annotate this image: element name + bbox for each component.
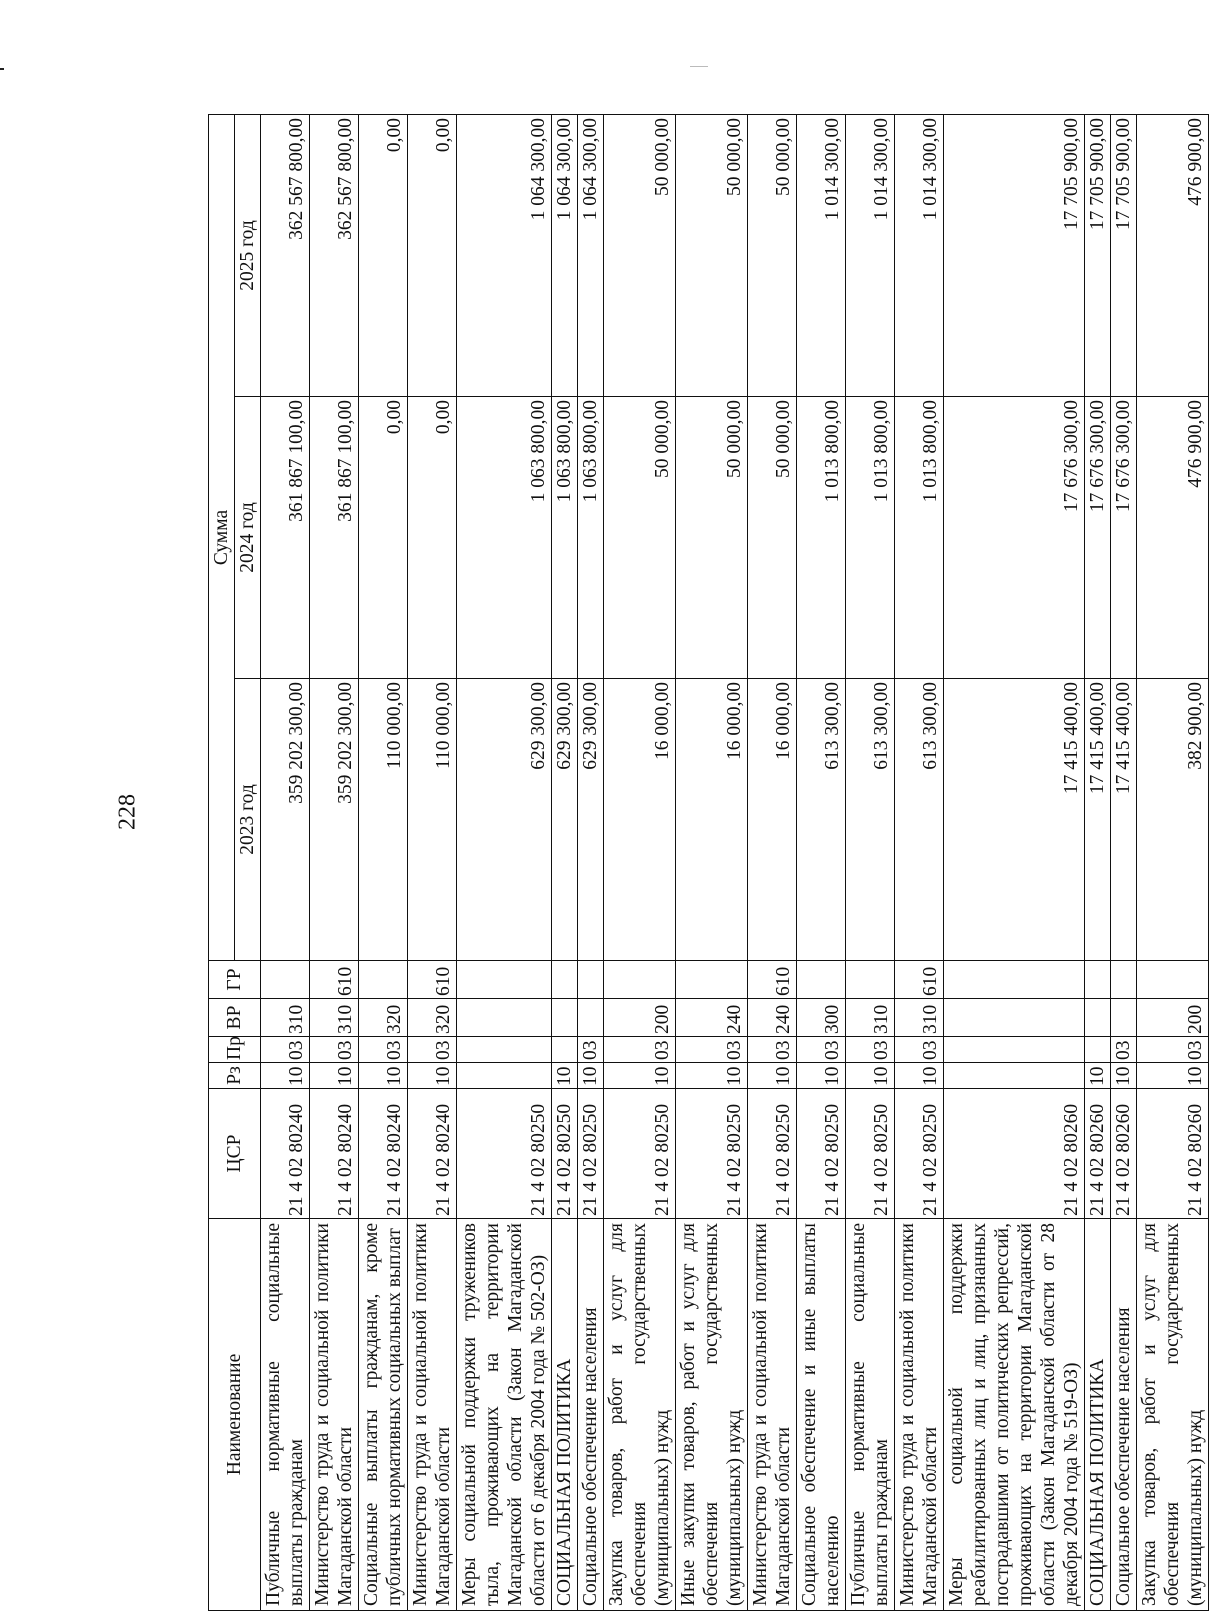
cell-gr: 610 bbox=[895, 961, 944, 999]
cell-csr: 21 4 02 80250 bbox=[895, 1089, 944, 1219]
cell-rz: 10 bbox=[552, 1063, 578, 1089]
cell-gr bbox=[676, 961, 748, 999]
cell-name: Иные закупки товаров, работ и услуг для обеспечения государственных (муниципальных) нужд bbox=[676, 1219, 748, 1611]
table-row bbox=[578, 115, 604, 1611]
header-rz: Рз bbox=[209, 1063, 261, 1089]
cell-2024: 476 900,00 bbox=[1137, 397, 1209, 679]
cell-csr: 21 4 02 80260 bbox=[1137, 1089, 1209, 1219]
cell-vr: 320 bbox=[408, 999, 457, 1037]
budget-table bbox=[208, 114, 1209, 1611]
cell-csr: 21 4 02 80240 bbox=[310, 1089, 359, 1219]
cell-vr: 310 bbox=[261, 999, 310, 1037]
cell-rz: 10 bbox=[261, 1063, 310, 1089]
cell-2025: 17 705 900,00 bbox=[944, 115, 1085, 397]
cell-pr: 03 bbox=[261, 1037, 310, 1063]
header-2023: 2023 год bbox=[235, 679, 261, 961]
cell-pr bbox=[1085, 1037, 1111, 1063]
cell-2025: 17 705 900,00 bbox=[1111, 115, 1137, 397]
table-row bbox=[676, 115, 748, 1611]
header-2024: 2024 год bbox=[235, 397, 261, 679]
cell-2024: 1 063 800,00 bbox=[552, 397, 578, 679]
header-name: Наименование bbox=[209, 1219, 261, 1611]
cell-2023: 359 202 300,00 bbox=[310, 679, 359, 961]
header-sum: Сумма bbox=[209, 115, 235, 961]
scan-edge-mark bbox=[0, 68, 4, 70]
table-row bbox=[261, 115, 310, 1611]
cell-2024: 50 000,00 bbox=[604, 397, 676, 679]
table-row bbox=[359, 115, 408, 1611]
cell-2023: 613 300,00 bbox=[846, 679, 895, 961]
cell-name: Социальное обеспечение населения bbox=[1111, 1219, 1137, 1611]
table-row bbox=[797, 115, 846, 1611]
cell-vr bbox=[1111, 999, 1137, 1037]
cell-pr: 03 bbox=[1111, 1037, 1137, 1063]
cell-rz: 10 bbox=[359, 1063, 408, 1089]
cell-csr: 21 4 02 80250 bbox=[797, 1089, 846, 1219]
cell-2023: 359 202 300,00 bbox=[261, 679, 310, 961]
cell-pr bbox=[457, 1037, 552, 1063]
cell-vr: 240 bbox=[676, 999, 748, 1037]
cell-vr: 310 bbox=[895, 999, 944, 1037]
cell-2024: 1 013 800,00 bbox=[895, 397, 944, 679]
cell-pr: 03 bbox=[676, 1037, 748, 1063]
cell-2025: 50 000,00 bbox=[748, 115, 797, 397]
cell-rz bbox=[944, 1063, 1085, 1089]
cell-2025: 1 064 300,00 bbox=[578, 115, 604, 397]
cell-name: Публичные нормативные социальные выплаты гражданам bbox=[261, 1219, 310, 1611]
cell-2024: 0,00 bbox=[408, 397, 457, 679]
cell-pr: 03 bbox=[310, 1037, 359, 1063]
cell-vr bbox=[552, 999, 578, 1037]
cell-rz: 10 bbox=[748, 1063, 797, 1089]
cell-name: СОЦИАЛЬНАЯ ПОЛИТИКА bbox=[1085, 1219, 1111, 1611]
cell-2025: 1 064 300,00 bbox=[457, 115, 552, 397]
cell-gr: 610 bbox=[408, 961, 457, 999]
cell-pr: 03 bbox=[748, 1037, 797, 1063]
cell-pr: 03 bbox=[1137, 1037, 1209, 1063]
cell-2023: 382 900,00 bbox=[1137, 679, 1209, 961]
cell-gr bbox=[604, 961, 676, 999]
cell-2023: 17 415 400,00 bbox=[1111, 679, 1137, 961]
cell-2023: 17 415 400,00 bbox=[944, 679, 1085, 961]
cell-name: Меры социальной поддержки тружеников тыла, проживающих на территории Магаданской области (Закон Магаданской области от 6 декабря 2004 года № 502-ОЗ) bbox=[457, 1219, 552, 1611]
table-row bbox=[944, 115, 1085, 1611]
cell-rz: 10 bbox=[1137, 1063, 1209, 1089]
cell-rz: 10 bbox=[797, 1063, 846, 1089]
cell-vr bbox=[1085, 999, 1111, 1037]
cell-2023: 110 000,00 bbox=[408, 679, 457, 961]
cell-2024: 361 867 100,00 bbox=[310, 397, 359, 679]
table-row bbox=[748, 115, 797, 1611]
cell-gr bbox=[578, 961, 604, 999]
cell-gr bbox=[552, 961, 578, 999]
cell-csr: 21 4 02 80250 bbox=[604, 1089, 676, 1219]
table-row bbox=[310, 115, 359, 1611]
cell-2024: 1 013 800,00 bbox=[797, 397, 846, 679]
cell-csr: 21 4 02 80260 bbox=[944, 1089, 1085, 1219]
cell-rz: 10 bbox=[676, 1063, 748, 1089]
cell-name: Министерство труда и социальной политики Магаданской области bbox=[408, 1219, 457, 1611]
table-row bbox=[846, 115, 895, 1611]
table-row bbox=[457, 115, 552, 1611]
cell-csr: 21 4 02 80260 bbox=[1111, 1089, 1137, 1219]
cell-csr: 21 4 02 80250 bbox=[676, 1089, 748, 1219]
cell-2023: 613 300,00 bbox=[797, 679, 846, 961]
cell-2025: 50 000,00 bbox=[676, 115, 748, 397]
cell-name: Социальное обеспечение и иные выплаты населению bbox=[797, 1219, 846, 1611]
cell-2025: 476 900,00 bbox=[1137, 115, 1209, 397]
cell-vr: 310 bbox=[310, 999, 359, 1037]
table-row bbox=[552, 115, 578, 1611]
cell-gr bbox=[846, 961, 895, 999]
cell-gr bbox=[797, 961, 846, 999]
cell-csr: 21 4 02 80250 bbox=[748, 1089, 797, 1219]
cell-name: СОЦИАЛЬНАЯ ПОЛИТИКА bbox=[552, 1219, 578, 1611]
header-csr: ЦСР bbox=[209, 1089, 261, 1219]
header-2025: 2025 год bbox=[235, 115, 261, 397]
cell-pr: 03 bbox=[359, 1037, 408, 1063]
cell-rz: 10 bbox=[578, 1063, 604, 1089]
cell-gr bbox=[359, 961, 408, 999]
cell-2024: 1 013 800,00 bbox=[846, 397, 895, 679]
header-gr: ГР bbox=[209, 961, 261, 999]
cell-2025: 1 064 300,00 bbox=[552, 115, 578, 397]
cell-rz: 10 bbox=[846, 1063, 895, 1089]
cell-rz: 10 bbox=[604, 1063, 676, 1089]
cell-pr: 03 bbox=[797, 1037, 846, 1063]
cell-vr: 310 bbox=[846, 999, 895, 1037]
cell-vr: 300 bbox=[797, 999, 846, 1037]
cell-2023: 16 000,00 bbox=[676, 679, 748, 961]
table-header-row bbox=[209, 115, 235, 1611]
cell-vr: 320 bbox=[359, 999, 408, 1037]
cell-2025: 1 014 300,00 bbox=[895, 115, 944, 397]
cell-csr: 21 4 02 80250 bbox=[552, 1089, 578, 1219]
cell-pr bbox=[552, 1037, 578, 1063]
table-row bbox=[1085, 115, 1111, 1611]
cell-2023: 16 000,00 bbox=[748, 679, 797, 961]
page-number: 228 bbox=[114, 794, 141, 830]
table-row bbox=[408, 115, 457, 1611]
table-body bbox=[261, 115, 1209, 1611]
cell-rz: 10 bbox=[1085, 1063, 1111, 1089]
cell-gr: 610 bbox=[310, 961, 359, 999]
cell-vr: 200 bbox=[1137, 999, 1209, 1037]
cell-vr bbox=[457, 999, 552, 1037]
cell-name: Социальное обеспечение населения bbox=[578, 1219, 604, 1611]
cell-2024: 50 000,00 bbox=[676, 397, 748, 679]
cell-2025: 1 014 300,00 bbox=[846, 115, 895, 397]
cell-name: Социальные выплаты гражданам, кроме публичных нормативных социальных выплат bbox=[359, 1219, 408, 1611]
cell-name: Закупка товаров, работ и услуг для обеспечения государственных (муниципальных) нужд bbox=[1137, 1219, 1209, 1611]
cell-csr: 21 4 02 80250 bbox=[457, 1089, 552, 1219]
cell-2025: 0,00 bbox=[408, 115, 457, 397]
cell-gr bbox=[1111, 961, 1137, 999]
cell-2024: 17 676 300,00 bbox=[1111, 397, 1137, 679]
cell-2023: 16 000,00 bbox=[604, 679, 676, 961]
cell-2023: 629 300,00 bbox=[457, 679, 552, 961]
cell-name: Закупка товаров, работ и услуг для обеспечения государственных (муниципальных) нужд bbox=[604, 1219, 676, 1611]
cell-csr: 21 4 02 80240 bbox=[408, 1089, 457, 1219]
cell-2024: 50 000,00 bbox=[748, 397, 797, 679]
cell-gr bbox=[1137, 961, 1209, 999]
cell-pr bbox=[944, 1037, 1085, 1063]
cell-gr bbox=[1085, 961, 1111, 999]
cell-vr bbox=[944, 999, 1085, 1037]
cell-pr: 03 bbox=[408, 1037, 457, 1063]
table-row bbox=[895, 115, 944, 1611]
cell-rz: 10 bbox=[408, 1063, 457, 1089]
cell-2025: 362 567 800,00 bbox=[310, 115, 359, 397]
cell-2025: 0,00 bbox=[359, 115, 408, 397]
cell-2023: 629 300,00 bbox=[552, 679, 578, 961]
cell-name: Министерство труда и социальной политики Магаданской области bbox=[895, 1219, 944, 1611]
cell-csr: 21 4 02 80240 bbox=[261, 1089, 310, 1219]
cell-vr: 240 bbox=[748, 999, 797, 1037]
table-row bbox=[1111, 115, 1137, 1611]
cell-vr bbox=[578, 999, 604, 1037]
cell-2025: 362 567 800,00 bbox=[261, 115, 310, 397]
cell-csr: 21 4 02 80250 bbox=[846, 1089, 895, 1219]
cell-2024: 17 676 300,00 bbox=[944, 397, 1085, 679]
header-pr: Пр bbox=[209, 1037, 261, 1063]
scan-speck bbox=[690, 66, 708, 67]
table-row bbox=[1137, 115, 1209, 1611]
cell-rz: 10 bbox=[895, 1063, 944, 1089]
cell-name: Публичные нормативные социальные выплаты гражданам bbox=[846, 1219, 895, 1611]
cell-2025: 50 000,00 bbox=[604, 115, 676, 397]
cell-rz: 10 bbox=[1111, 1063, 1137, 1089]
cell-2025: 1 014 300,00 bbox=[797, 115, 846, 397]
table-row bbox=[604, 115, 676, 1611]
header-vr: ВР bbox=[209, 999, 261, 1037]
cell-2024: 17 676 300,00 bbox=[1085, 397, 1111, 679]
cell-pr: 03 bbox=[895, 1037, 944, 1063]
cell-vr: 200 bbox=[604, 999, 676, 1037]
cell-2024: 361 867 100,00 bbox=[261, 397, 310, 679]
cell-2023: 629 300,00 bbox=[578, 679, 604, 961]
cell-2024: 0,00 bbox=[359, 397, 408, 679]
cell-2023: 613 300,00 bbox=[895, 679, 944, 961]
cell-2023: 110 000,00 bbox=[359, 679, 408, 961]
cell-pr: 03 bbox=[604, 1037, 676, 1063]
cell-name: Министерство труда и социальной политики Магаданской области bbox=[310, 1219, 359, 1611]
cell-pr: 03 bbox=[846, 1037, 895, 1063]
cell-csr: 21 4 02 80260 bbox=[1085, 1089, 1111, 1219]
cell-2024: 1 063 800,00 bbox=[578, 397, 604, 679]
cell-2024: 1 063 800,00 bbox=[457, 397, 552, 679]
cell-name: Меры социальной поддержки реабилитированных лиц и лиц, признанных пострадавшими от политических репрессий, проживающих на территории Магаданской области (Закон Магаданской области от 28 декабря 2004 года № 519-ОЗ) bbox=[944, 1219, 1085, 1611]
cell-pr: 03 bbox=[578, 1037, 604, 1063]
cell-csr: 21 4 02 80240 bbox=[359, 1089, 408, 1219]
cell-gr bbox=[944, 961, 1085, 999]
cell-rz: 10 bbox=[310, 1063, 359, 1089]
cell-2025: 17 705 900,00 bbox=[1085, 115, 1111, 397]
cell-2023: 17 415 400,00 bbox=[1085, 679, 1111, 961]
cell-csr: 21 4 02 80250 bbox=[578, 1089, 604, 1219]
rotated-table-container bbox=[208, 115, 1206, 1611]
cell-gr: 610 bbox=[748, 961, 797, 999]
cell-name: Министерство труда и социальной политики Магаданской области bbox=[748, 1219, 797, 1611]
cell-gr bbox=[457, 961, 552, 999]
cell-gr bbox=[261, 961, 310, 999]
cell-rz bbox=[457, 1063, 552, 1089]
